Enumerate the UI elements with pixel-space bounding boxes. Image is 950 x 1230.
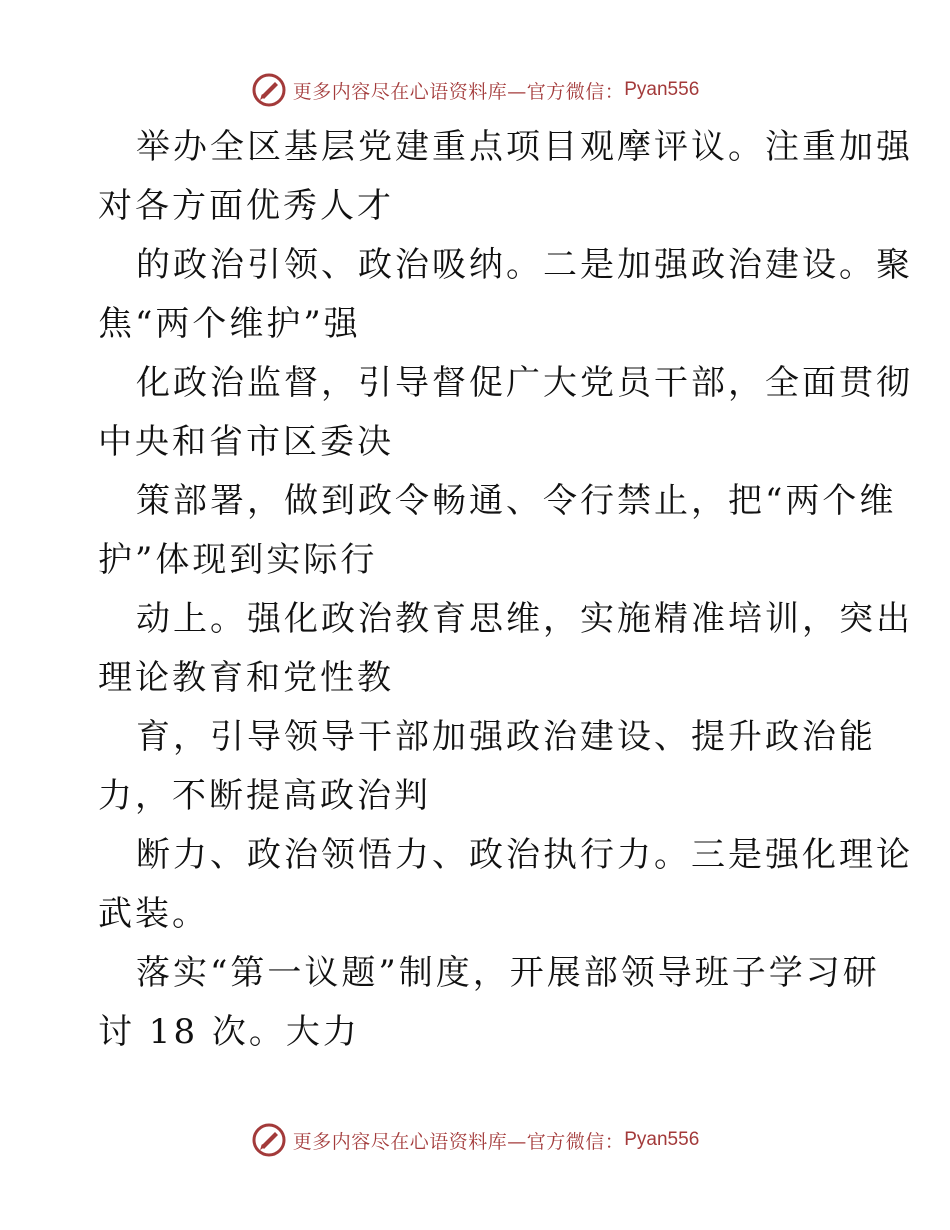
text-line: 理论教育和党性教 [98, 658, 394, 698]
text-line: 化政治监督，引导督促广大党员干部，全面贯彻 [136, 363, 913, 403]
text-line: 力，不断提高政治判 [98, 776, 431, 816]
text-line: 的政治引领、政治吸纳。二是加强政治建设。聚 [136, 245, 913, 285]
text-line: 讨 18 次。大力 [98, 1012, 360, 1052]
footer-banner-text: 更多内容尽在心语资料库—官方微信： [292, 1130, 625, 1153]
text-line: 断力、政治领悟力、政治执行力。三是强化理论 [136, 835, 913, 875]
header-wechat-id: Pyan556 [624, 79, 700, 100]
footer-wechat-id: Pyan556 [624, 1129, 700, 1150]
header-banner [0, 70, 950, 110]
text-line: 护”体现到实际行 [98, 540, 378, 580]
text-line: 动上。强化政治教育思维，实施精准培训，突出 [136, 599, 913, 639]
text-line: 举办全区基层党建重点项目观摩评议。注重加强 [136, 127, 913, 167]
text-line: 对各方面优秀人才 [98, 186, 394, 226]
text-line: 武装。 [98, 894, 209, 934]
text-line: 育，引导领导干部加强政治建设、提升政治能 [136, 717, 876, 757]
text-line: 中央和省市区委决 [98, 422, 394, 462]
quill-logo-icon [251, 72, 287, 108]
text-line: 焦“两个维护”强 [98, 304, 361, 344]
body-text [98, 118, 913, 1062]
text-line: 策部署，做到政令畅通、令行禁止，把“两个维 [136, 481, 897, 521]
footer-banner [0, 1120, 950, 1160]
header-banner-text: 更多内容尽在心语资料库—官方微信： [292, 80, 625, 103]
quill-logo-icon [251, 1122, 287, 1158]
text-line: 落实“第一议题”制度，开展部领导班子学习研 [136, 953, 880, 993]
